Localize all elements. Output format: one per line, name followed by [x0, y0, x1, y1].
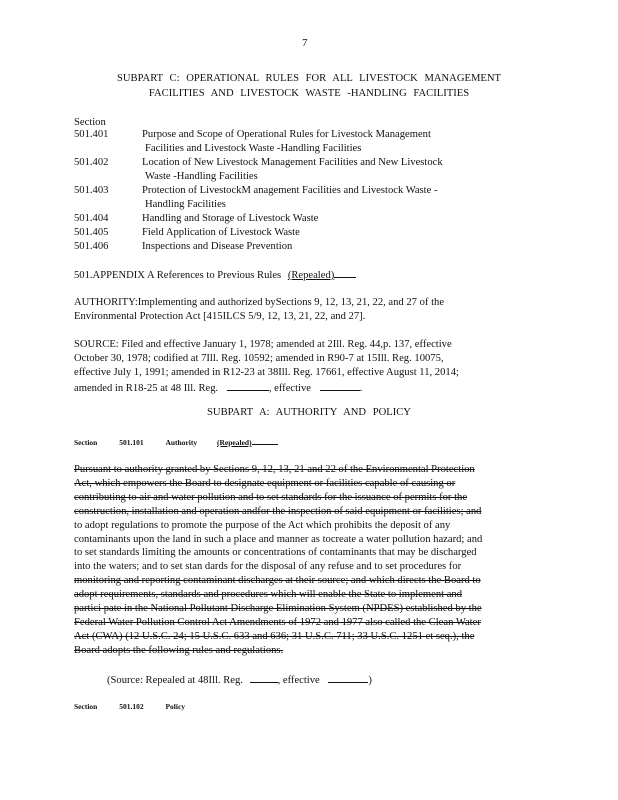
section-repealed-underline — [252, 437, 278, 445]
page-number: 7 — [302, 37, 308, 49]
section-101-header — [74, 437, 278, 448]
source-amended-text: amended in R18-25 at 48 Ill. Reg. — [74, 383, 219, 394]
paragraph-line: adopt requirements, standards and procedures which will enable the State to implement and — [74, 589, 463, 601]
appendix-label: 501.APPENDIX A References to Previous Rules — [74, 270, 282, 281]
paragraph-line: partici pate in the National Pollutant Discharge Elimination System (NPDES) established by the — [74, 603, 482, 614]
toc-title: Handling and Storage of Livestock Waste — [142, 213, 319, 224]
source-line2: October 30, 1978; codified at 7Ill. Reg. 10592; amended in R90-7 at 15Ill. Reg. 10075, — [74, 353, 444, 364]
section-repealed-tag: (Repealed) — [217, 438, 252, 447]
toc-number: 501.404 — [74, 213, 109, 224]
section-102-header — [74, 702, 185, 712]
toc-title-line2: Waste -Handling Facilities — [145, 171, 258, 182]
appendix-repealed-tag: (Repealed) — [287, 270, 335, 281]
paragraph-line: contributing to air and water pollution and to set standards for the issuance of permits for the — [74, 491, 468, 503]
section-title: Authority — [165, 438, 198, 447]
source-repealed-text: (Source: Repealed at 48Ill. Reg. — [107, 675, 243, 686]
toc-number: 501.403 — [74, 185, 109, 196]
paragraph-line: to set standards limiting the amounts or concentrations of contaminants that may be discharged — [74, 547, 477, 559]
source-repealed-effective: , effective — [277, 675, 320, 686]
paragraph-line: Board adopts the following rules and regulations. — [74, 644, 284, 656]
toc-title-line1: Protection of LivestockM anagement Facilities and Livestock Waste - — [142, 185, 438, 196]
subpart-a-heading: SUBPART A: AUTHORITY AND POLICY — [207, 407, 411, 418]
source-repealed-effective-blank — [328, 672, 368, 683]
section-label: Section — [74, 702, 98, 711]
paragraph-line: Pursuant to authority granted by Sections 9, 12, 13, 21 and 22 of the Environmental Protection — [74, 464, 475, 475]
source-repealed-reg-blank — [250, 672, 278, 683]
toc-number: 501.405 — [74, 227, 109, 238]
toc-number: 501.401 — [74, 129, 109, 140]
source-line4: amended in R18-25 at 48 Ill. Reg. , effective . — [74, 380, 362, 396]
toc-title — [142, 128, 542, 156]
toc-title: Inspections and Disease Prevention — [142, 241, 293, 252]
subpart-c-heading-line1: SUBPART C: OPERATIONAL RULES FOR ALL LIVESTOCK MANAGEMENT — [117, 73, 501, 84]
paragraph-line: to adopt regulations to promote the purpose of the Act which prohibits the deposit of any — [74, 519, 451, 531]
section-number: 501.102 — [119, 702, 144, 711]
toc-number: 501.402 — [74, 157, 109, 168]
authority-line2: Environmental Protection Act [415ILCS 5/9, 12, 13, 21, 22, and 27]. — [74, 311, 366, 322]
section-label: Section — [74, 438, 98, 447]
toc-title-line2: Facilities and Livestock Waste -Handling Facilities — [145, 143, 362, 154]
toc-title — [142, 184, 542, 212]
toc-title-line1: Location of New Livestock Management Facilities and New Livestock — [142, 157, 443, 168]
toc-title-line1: Purpose and Scope of Operational Rules for Livestock Management — [142, 129, 431, 140]
toc-section-label: Section — [74, 117, 106, 128]
source-reg-blank — [227, 380, 269, 391]
paragraph-line: construction, installation and operation andfor the inspection of said equipment or facilities; and — [74, 505, 482, 517]
subpart-c-heading-line2: FACILITIES AND LIVESTOCK WASTE -HANDLING FACILITIES — [148, 88, 470, 99]
source-line3: effective July 1, 1991; amended in R12-23 at 38Ill. Reg. 17661, effective August 11, 2014; — [74, 367, 459, 378]
section-title: Policy — [165, 702, 186, 711]
paragraph-line: contaminants upon the land in such a place and manner as tocreate a water pollution hazard; and — [74, 533, 483, 545]
paragraph-line: Act, which empowers the Board to designate equipment or facilities capable of causing or — [74, 477, 456, 489]
source-repealed-note — [107, 672, 372, 688]
toc-number: 501.406 — [74, 241, 109, 252]
toc-title: Field Application of Livestock Waste — [142, 227, 300, 238]
paragraph-line: into the waters; and to set stan dards for the disposal of any refuse and to set procedures for — [74, 561, 462, 573]
source-repealed-close: ) — [368, 675, 372, 686]
paragraph-line: Federal Water Pollution Control Act Amendments of 1972 and 1977 also called the Clean Water — [74, 616, 481, 628]
paragraph-line: Act (CWA) (12 U.S.C. 24; 15 U.S.C. 633 and 636; 31 U.S.C. 711; 33 U.S.C. 1251 et seq.), the — [74, 630, 475, 642]
toc-title-line2: Handling Facilities — [145, 199, 226, 210]
appendix-underline — [334, 267, 356, 278]
authority-line1: AUTHORITY:Implementing and authorized bySections 9, 12, 13, 21, 22, and 27 of the — [74, 297, 445, 308]
paragraph-line: monitoring and reporting contaminant discharges at their source; and which directs the Board to — [74, 575, 481, 587]
source-effective-label: , effective — [268, 383, 311, 394]
toc-appendix — [74, 267, 356, 283]
toc-title — [142, 156, 542, 184]
source-line1: SOURCE: Filed and effective January 1, 1978; amended at 2Ill. Reg. 44,p. 137, effective — [74, 339, 452, 350]
source-effective-blank — [320, 380, 360, 391]
section-number: 501.101 — [119, 438, 144, 447]
